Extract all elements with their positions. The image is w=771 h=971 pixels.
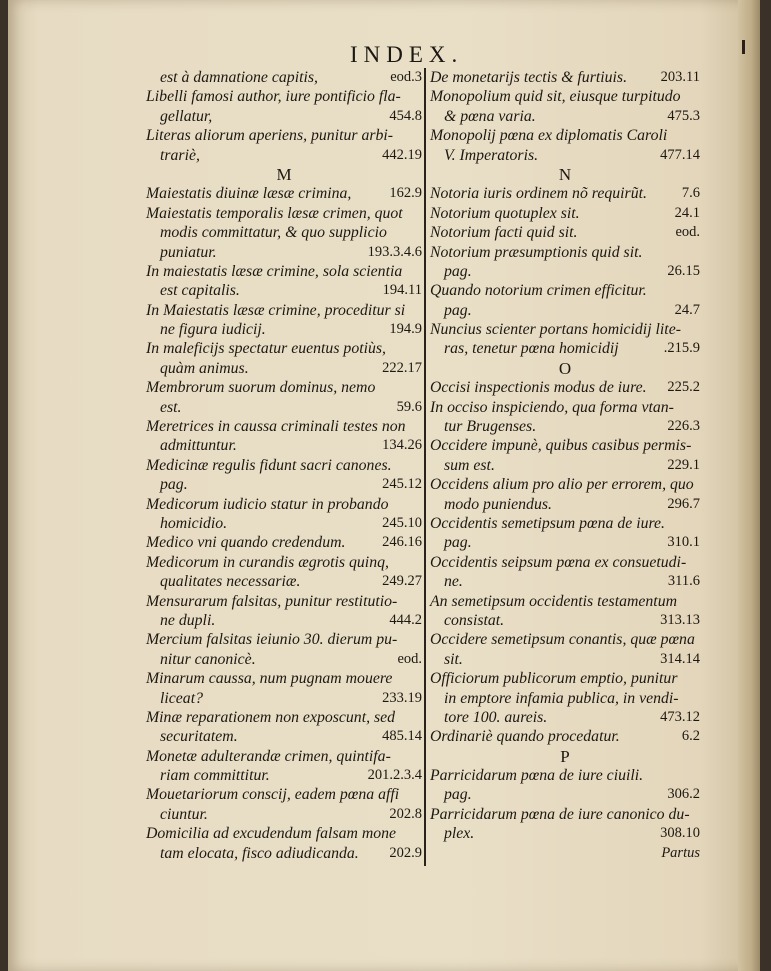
index-entry-line bbox=[430, 436, 700, 455]
entry-text: sum est. bbox=[444, 456, 495, 474]
page-reference: 7.6 bbox=[681, 185, 700, 202]
index-entry-line bbox=[430, 630, 700, 649]
entry-text: Domicilia ad excudendum falsam mone bbox=[146, 825, 397, 843]
index-entry-line bbox=[430, 456, 700, 475]
index-entry-line bbox=[146, 572, 422, 591]
index-entry-line bbox=[430, 572, 700, 591]
entry-text: Monopolium quid sit, eiusque turpitudo bbox=[430, 88, 681, 106]
entry-text: V. Imperatoris. bbox=[444, 146, 539, 164]
entry-text: Mercium falsitas ieiunio 30. dierum pu- bbox=[146, 631, 398, 649]
entry-text: Monopolij pœna ex diplomatis Caroli bbox=[430, 127, 668, 145]
index-entry-line bbox=[430, 514, 700, 533]
entry-text: nitur canonicè. bbox=[160, 650, 256, 668]
index-entry-line bbox=[146, 320, 422, 339]
index-entry-line bbox=[146, 359, 422, 378]
page-reference: 296.7 bbox=[667, 495, 700, 512]
index-entry-line bbox=[146, 243, 422, 262]
entry-text: Occidentis seipsum pœna ex consuetudi- bbox=[430, 553, 687, 571]
index-entry-line bbox=[146, 378, 422, 397]
entry-text: Medicorum iudicio statur in probando bbox=[146, 495, 389, 513]
entry-text: tore 100. aureis. bbox=[444, 708, 548, 726]
index-entry-line bbox=[430, 301, 700, 320]
entry-text: homicidio. bbox=[160, 514, 228, 532]
entry-text: pag. bbox=[444, 262, 472, 280]
entry-text: est. bbox=[160, 398, 182, 416]
index-entry-line bbox=[146, 650, 422, 669]
page-reference: 222.17 bbox=[382, 359, 422, 376]
page-reference: 454.8 bbox=[389, 107, 422, 124]
page-reference: 6.2 bbox=[681, 728, 700, 745]
entry-text: Minarum caussa, num pugnam mouere bbox=[146, 670, 393, 688]
entry-text: Minæ reparationem non exposcunt, sed bbox=[146, 708, 396, 726]
index-entry-line bbox=[146, 146, 422, 165]
page-reference: 226.3 bbox=[667, 418, 700, 435]
page-reference: 249.27 bbox=[382, 573, 422, 590]
entry-text: ne figura iudicij. bbox=[160, 321, 266, 339]
index-entry-line bbox=[430, 281, 700, 300]
page-reference: 310.1 bbox=[667, 534, 700, 551]
entry-text: tam elocata, fisco adiudicanda. bbox=[160, 844, 359, 862]
entry-text: sit. bbox=[444, 650, 463, 668]
index-entry-line bbox=[430, 262, 700, 281]
index-entry-line bbox=[146, 708, 422, 727]
page-reference: 203.11 bbox=[660, 69, 700, 85]
entry-text: Mensurarum falsitas, punitur restitutio- bbox=[146, 592, 398, 610]
entry-text: Maiestatis diuinæ læsæ crimina, bbox=[146, 185, 352, 203]
index-entry-line bbox=[430, 204, 700, 223]
index-entry-line bbox=[146, 184, 422, 203]
entry-text: est à damnatione capitis, bbox=[160, 69, 318, 86]
index-entry-line bbox=[430, 146, 700, 165]
entry-text: Medico vni quando credendum. bbox=[146, 534, 346, 552]
index-entry-line bbox=[430, 766, 700, 785]
index-entry-line bbox=[146, 68, 422, 87]
entry-text: ne dupli. bbox=[160, 611, 216, 629]
entry-text: In maleficijs spectatur euentus potiùs, bbox=[146, 340, 386, 358]
section-letter: N bbox=[558, 164, 572, 184]
entry-text: Ordinariè quando procedatur. bbox=[430, 728, 620, 746]
index-entry-line bbox=[430, 184, 700, 203]
index-entry-line bbox=[146, 592, 422, 611]
page-title: INDEX. bbox=[350, 42, 464, 67]
page-reference: eod. bbox=[397, 650, 422, 667]
index-entry-line bbox=[146, 126, 422, 145]
entry-text: Meretrices in caussa criminali testes non bbox=[146, 418, 406, 436]
index-entry-line bbox=[430, 785, 700, 804]
page-reference: 485.14 bbox=[382, 728, 422, 745]
index-entry-line bbox=[146, 785, 422, 804]
entry-text: & pœna varia. bbox=[444, 107, 536, 125]
page-reference: 202.9 bbox=[389, 844, 422, 861]
entry-text: Medicorum in curandis ægrotis quinq, bbox=[146, 553, 389, 571]
index-entry-line bbox=[146, 223, 422, 242]
page-reference: 225.2 bbox=[667, 379, 700, 396]
index-entry-line bbox=[146, 107, 422, 126]
index-entry-line bbox=[430, 805, 700, 824]
entry-text: modo puniendus. bbox=[444, 495, 552, 513]
entry-text: pag. bbox=[444, 786, 472, 804]
page-reference: 442.19 bbox=[382, 146, 422, 163]
index-entry-line bbox=[146, 669, 422, 688]
entry-text: Occisi inspectionis modus de iure. bbox=[430, 379, 647, 397]
entry-text: Occidere semetipsum conantis, quæ pœna bbox=[430, 631, 695, 649]
entry-text: Occidere impunè, quibus casibus permis- bbox=[430, 437, 692, 455]
entry-text: Nuncius scienter portans homicidij lite- bbox=[430, 321, 681, 339]
entry-text: gellatur, bbox=[160, 107, 213, 125]
index-entry-line bbox=[430, 223, 700, 242]
page-reference: 194.11 bbox=[382, 282, 422, 299]
entry-text: In occiso inspiciendo, qua forma vtan- bbox=[430, 398, 674, 416]
page-reference: .215.9 bbox=[663, 340, 700, 357]
entry-text: Quando notorium crimen efficitur. bbox=[430, 282, 647, 300]
index-entry-line bbox=[146, 87, 422, 106]
catchword bbox=[430, 844, 700, 863]
entry-text: Membrorum suorum dominus, nemo bbox=[146, 379, 376, 397]
index-entry-line bbox=[146, 689, 422, 708]
column-divider bbox=[424, 68, 426, 866]
entry-text: Officiorum publicorum emptio, punitur bbox=[430, 670, 678, 688]
index-entry-line bbox=[146, 630, 422, 649]
index-entry-line bbox=[430, 611, 700, 630]
index-entry-line bbox=[146, 262, 422, 281]
entry-text: in emptore infamia publica, in vendi- bbox=[444, 689, 679, 707]
index-entry-line bbox=[430, 669, 700, 688]
entry-text: ciuntur. bbox=[160, 805, 208, 823]
entry-text: puniatur. bbox=[160, 243, 217, 261]
index-entry-line bbox=[430, 475, 700, 494]
page-reference: 444.2 bbox=[389, 611, 422, 628]
entry-text: est capitalis. bbox=[160, 282, 240, 300]
page-reference: eod. bbox=[675, 224, 700, 241]
entry-text: modis committatur, & quo supplicio bbox=[160, 224, 387, 242]
index-entry-line bbox=[430, 398, 700, 417]
page-reference: 475.3 bbox=[667, 107, 700, 124]
index-entry-line bbox=[146, 436, 422, 455]
index-entry-line bbox=[146, 301, 422, 320]
entry-text: Occidens alium pro alio per errorem, quo bbox=[430, 476, 694, 494]
page-reference: 59.6 bbox=[396, 398, 422, 415]
page-reference: 134.26 bbox=[382, 437, 422, 454]
index-entry-line bbox=[146, 514, 422, 533]
entry-text: Monetæ adulterandæ crimen, quintifa- bbox=[146, 747, 391, 765]
entry-text: trariè, bbox=[160, 146, 200, 164]
entry-text: Notorium præsumptionis quid sit. bbox=[430, 243, 643, 261]
page-reference: 246.16 bbox=[382, 534, 422, 551]
entry-text: ras, tenetur pœna homicidij bbox=[444, 340, 619, 358]
entry-text: consistat. bbox=[444, 611, 505, 629]
index-entry-line bbox=[146, 611, 422, 630]
index-entry-line bbox=[430, 533, 700, 552]
index-entry-line bbox=[146, 824, 422, 843]
entry-text: In maiestatis læsæ crimine, sola scientia bbox=[146, 262, 403, 280]
index-entry-line bbox=[146, 727, 422, 746]
page-reference: 201.2.3.4 bbox=[367, 767, 422, 784]
page-reference: 194.9 bbox=[389, 321, 422, 338]
index-entry-line bbox=[430, 592, 700, 611]
index-entry-line bbox=[430, 553, 700, 572]
catchword-text: Partus bbox=[661, 844, 700, 861]
index-entry-line bbox=[146, 805, 422, 824]
page-reference: 245.12 bbox=[382, 476, 422, 493]
entry-text: Occidentis semetipsum pœna de iure. bbox=[430, 514, 666, 532]
index-entry-line bbox=[146, 281, 422, 300]
page-reference: 24.1 bbox=[674, 204, 700, 221]
page-reference: eod.3 bbox=[390, 69, 422, 85]
index-entry-line bbox=[430, 727, 700, 746]
index-entry-line bbox=[430, 689, 700, 708]
entry-text: Parricidarum pœna de iure ciuili. bbox=[430, 767, 644, 785]
entry-text: Notorium quotuplex sit. bbox=[430, 204, 580, 222]
section-letter: O bbox=[558, 358, 572, 378]
entry-text: Notorium facti quid sit. bbox=[430, 224, 578, 242]
page-reference: 193.3.4.6 bbox=[367, 243, 422, 260]
entry-text: pag. bbox=[444, 534, 472, 552]
index-entry-line bbox=[146, 766, 422, 785]
entry-text: Libelli famosi author, iure pontificio fla- bbox=[146, 88, 401, 106]
page-reference: 202.8 bbox=[389, 805, 422, 822]
page-reference: 24.7 bbox=[674, 301, 700, 318]
index-entry-line bbox=[146, 844, 422, 863]
entry-text: qualitates necessariæ. bbox=[160, 573, 301, 591]
index-entry-line bbox=[430, 824, 700, 843]
entry-text: quàm animus. bbox=[160, 359, 249, 377]
index-entry-line bbox=[146, 398, 422, 417]
page-reference: 245.10 bbox=[382, 514, 422, 531]
page-edge bbox=[738, 0, 760, 971]
entry-text: Medicinæ regulis fidunt sacri canones. bbox=[146, 456, 392, 474]
section-letter: P bbox=[560, 746, 570, 766]
page-reference: 313.13 bbox=[660, 611, 700, 628]
entry-text: Parricidarum pœna de iure canonico du- bbox=[430, 805, 690, 823]
entry-text: De monetarijs tectis & furtiuis. bbox=[430, 69, 628, 86]
entry-text: Notoria iuris ordinem nõ requirũt. bbox=[430, 185, 647, 203]
index-entry-line bbox=[430, 650, 700, 669]
entry-text: securitatem. bbox=[160, 728, 238, 746]
entry-text: admittuntur. bbox=[160, 437, 237, 455]
index-entry-line bbox=[146, 747, 422, 766]
entry-text: riam committitur. bbox=[160, 767, 270, 785]
page-reference: 26.15 bbox=[667, 262, 700, 279]
entry-text: tur Brugenses. bbox=[444, 418, 537, 436]
index-entry-line bbox=[430, 320, 700, 339]
page-reference: 477.14 bbox=[660, 146, 700, 163]
page-reference: 306.2 bbox=[667, 786, 700, 803]
page-reference: 162.9 bbox=[389, 185, 422, 202]
index-entry-line bbox=[430, 708, 700, 727]
index-entry-line bbox=[430, 378, 700, 397]
entry-text: Literas aliorum aperiens, punitur arbi- bbox=[146, 127, 394, 145]
entry-text: plex. bbox=[444, 825, 475, 843]
index-entry-line bbox=[430, 126, 700, 145]
index-entry-line bbox=[146, 553, 422, 572]
entry-text: In Maiestatis læsæ crimine, proceditur si bbox=[146, 301, 406, 319]
entry-text: Mouetariorum conscij, eadem pœna affi bbox=[146, 786, 400, 804]
index-entry-line bbox=[146, 417, 422, 436]
index-entry-line bbox=[146, 204, 422, 223]
page-reference: 314.14 bbox=[660, 650, 700, 667]
index-column-right bbox=[430, 68, 700, 863]
entry-text: ne. bbox=[444, 573, 463, 591]
index-entry-line bbox=[430, 417, 700, 436]
index-entry-line bbox=[430, 243, 700, 262]
entry-text: pag. bbox=[160, 476, 188, 494]
page-reference: 308.10 bbox=[660, 825, 700, 842]
index-column-left bbox=[146, 68, 422, 863]
page-reference: 473.12 bbox=[660, 708, 700, 725]
page-reference: 311.6 bbox=[667, 573, 700, 590]
section-letter: M bbox=[276, 164, 292, 184]
index-entry-line bbox=[146, 533, 422, 552]
index-entry-line bbox=[430, 87, 700, 106]
index-entry-line bbox=[146, 495, 422, 514]
entry-text: Maiestatis temporalis læsæ crimen, quot bbox=[146, 204, 403, 222]
entry-text: pag. bbox=[444, 301, 472, 319]
entry-text: An semetipsum occidentis testamentum bbox=[430, 592, 677, 610]
index-entry-line bbox=[430, 68, 700, 87]
page-reference: 233.19 bbox=[382, 689, 422, 706]
index-entry-line bbox=[430, 495, 700, 514]
index-entry-line bbox=[146, 456, 422, 475]
entry-text: liceat? bbox=[160, 689, 203, 707]
index-entry-line bbox=[430, 107, 700, 126]
index-entry-line bbox=[430, 339, 700, 358]
index-entry-line bbox=[146, 339, 422, 358]
index-entry-line bbox=[146, 475, 422, 494]
page-reference: 229.1 bbox=[667, 456, 700, 473]
